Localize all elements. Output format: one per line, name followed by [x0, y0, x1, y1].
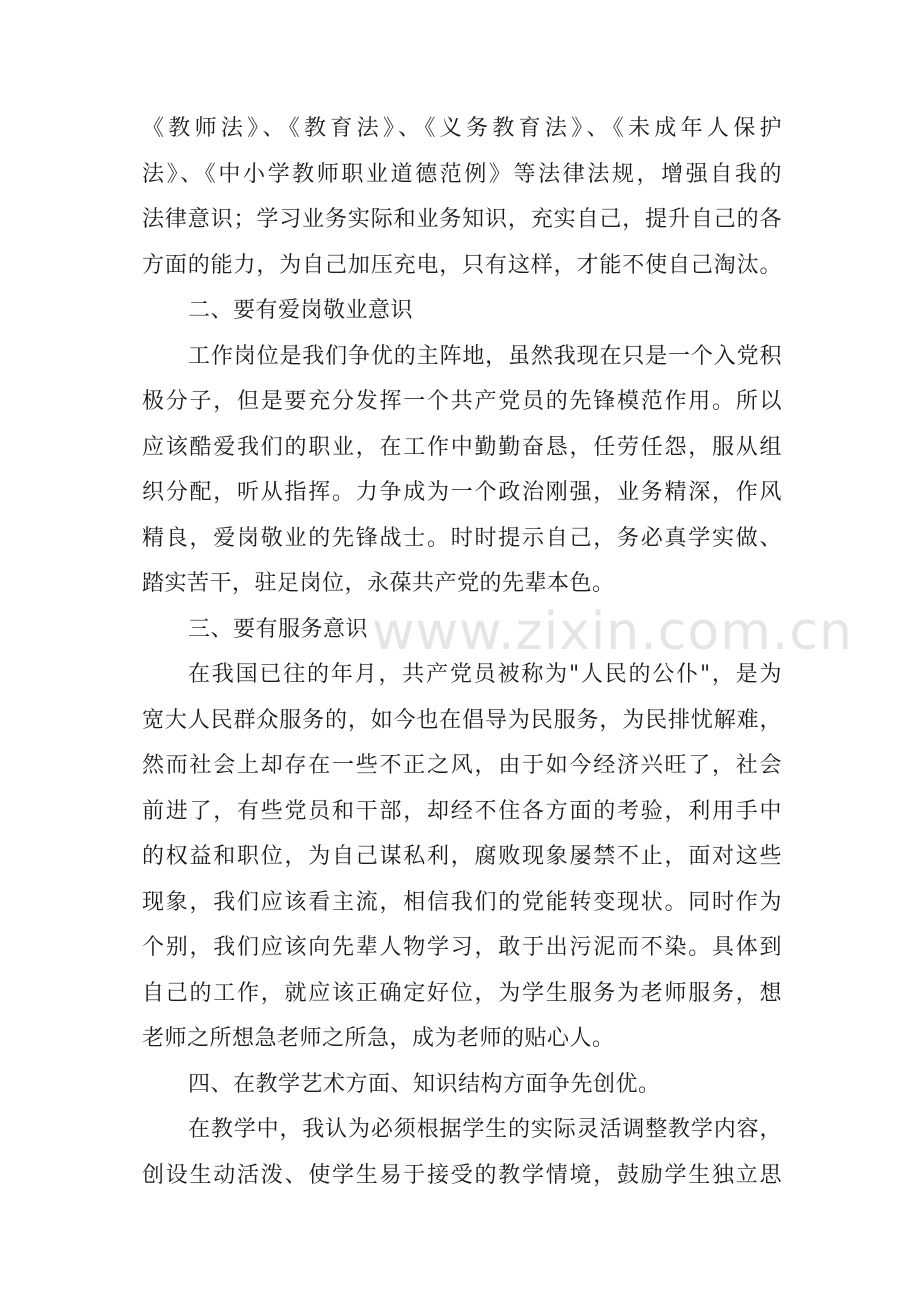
text-line: 二、要有爱岗敬业意识: [188, 298, 414, 323]
text-line: 现象，我们应该看主流，相信我们的党能转变现状。同时作为: [142, 889, 782, 915]
text-line: 前进了，有些党员和干部，却经不住各方面的考验，利用手中: [142, 798, 782, 824]
text-line: 老师之所想急老师之所急，成为老师的贴心人。: [142, 1026, 615, 1051]
text-line: 应该酷爱我们的职业，在工作中勤勤奋恳，任劳任怨，服从组: [142, 434, 782, 460]
text-line: 三、要有服务意识: [188, 616, 369, 642]
text-line: 在我国已往的年月，共产党员被称为"人民的公仆"，是为: [188, 662, 782, 687]
text-line: 宽大人民群众服务的，如今也在倡导为民服务，为民排忧解难，: [142, 707, 782, 733]
text-line: 四、在教学艺术方面、知识结构方面争先创优。: [188, 1071, 661, 1097]
text-line: 工作岗位是我们争优的主阵地，虽然我现在只是一个入党积: [188, 343, 782, 369]
text-line: 法》、《中小学教师职业道德范例》等法律法规，增强自我的: [142, 161, 782, 187]
text-line: 织分配，听从指挥。力争成为一个政治刚强，业务精深，作风: [142, 480, 782, 505]
text-line: 法律意识；学习业务实际和业务知识，充实自己，提升自己的各: [142, 207, 782, 232]
text-line: 创设生动活泼、使学生易于接受的教学情境，鼓励学生独立思: [142, 1162, 782, 1188]
text-line: 然而社会上却存在一些不正之风，由于如今经济兴旺了，社会: [142, 753, 782, 778]
text-line: 方面的能力，为自己加压充电，只有这样，才能不使自己淘汰。: [142, 252, 782, 278]
watermark: www.zixin.com.cn: [372, 602, 853, 662]
text-line: 踏实苦干，驻足岗位，永葆共产党的先辈本色。: [142, 571, 615, 596]
text-line: 自己的工作，就应该正确定好位，为学生服务为老师服务，想: [142, 980, 782, 1006]
text-line: 在教学中，我认为必须根据学生的实际灵活调整教学内容，: [188, 1117, 782, 1142]
text-line: 个别，我们应该向先辈人物学习，敢于出污泥而不染。具体到: [142, 935, 782, 960]
text-line: 极分子，但是要充分发挥一个共产党员的先锋模范作用。所以: [142, 389, 782, 414]
text-line: 精良，爱岗敬业的先锋战士。时时提示自己，务必真学实做、: [142, 525, 782, 551]
text-line: 的权益和职位，为自己谋私利，腐败现象屡禁不止，面对这些: [142, 844, 782, 869]
document-body: [142, 106, 782, 1198]
text-line: 《教师法》、《教育法》、《义务教育法》、《未成年人保护: [142, 116, 782, 141]
